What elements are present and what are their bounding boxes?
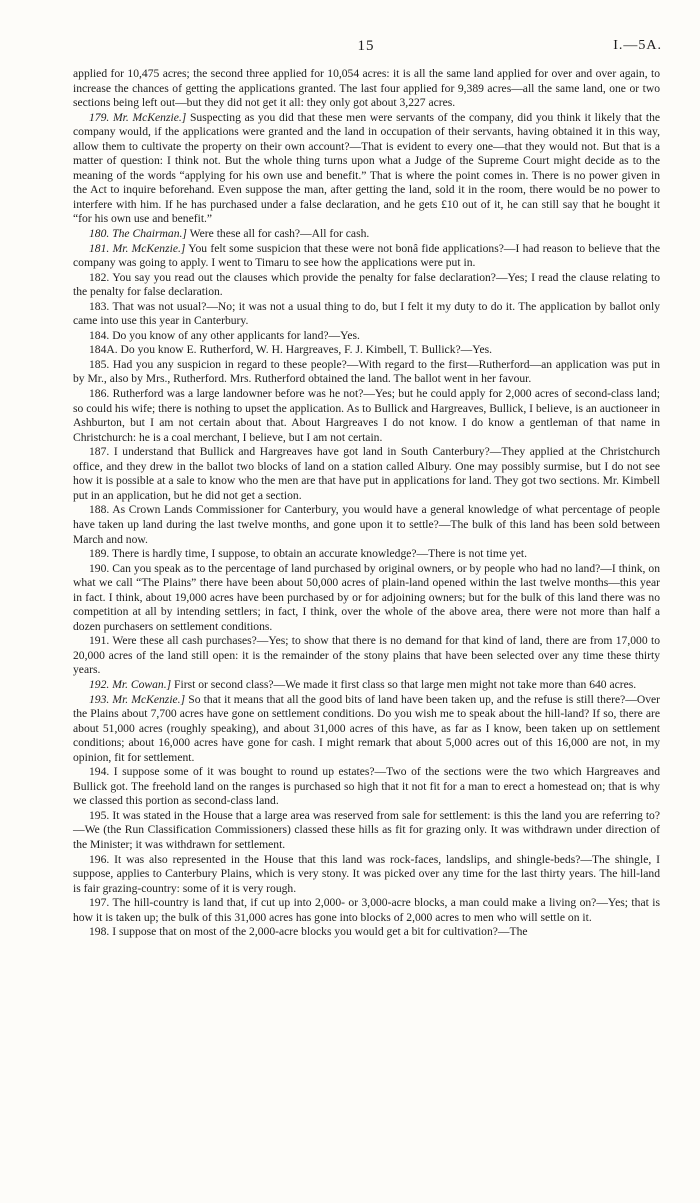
- page-body: [73, 67, 660, 940]
- paragraph: [73, 300, 660, 329]
- paragraph-text: 195. It was stated in the House that a large area was reserved from sale for settlement: is this the land you are referring to?—We (the Run Classification Commissioners) classed these hills as fit for grazing only. It was withdrawn under direction of the Minister; it was withdrawn for settlement.: [73, 808, 660, 851]
- paragraph-text: 187. I understand that Bullick and Hargreaves have got land in South Canterbury?—They applied at the Christchurch office, and they drew in the ballot two blocks of land on a station called Albury. One may possibly surmise, but I do not see how it is possible at a sale to know who the men are that have put in applications for land. They got two sections. Mr. Kimbell put in an application, but he did not get a section.: [73, 445, 660, 502]
- paragraph-text: 185. Had you any suspicion in regard to these people?—With regard to the first—Rutherford—an application was put in by Mr., also by Mrs., Rutherford. Mrs. Rutherford obtained the land. The ballot went in her favour.: [73, 357, 660, 386]
- paragraph: [73, 809, 660, 853]
- document-reference: I.—5A.: [613, 38, 662, 53]
- paragraph-text: Were these all for cash?—All for cash.: [189, 227, 370, 241]
- paragraph: [73, 547, 660, 562]
- paragraph: [73, 358, 660, 387]
- paragraph: [73, 678, 660, 693]
- speaker-lead: 193. Mr. McKenzie.]: [89, 692, 186, 706]
- paragraph-text: 190. Can you speak as to the percentage of land purchased by original owners, or by people who had no land?—I think, on what we call “The Plains” there have been about 50,000 acres of plain-land opened within the last twelve months—this year in fact. I think, about 19,000 acres have been purchased by or for adjoining owners; but for the bulk of this land there was no competition at all by intending settlers; in fact, I think, over the whole of the above area, there were not more than half a dozen purchasers on settlement conditions.: [73, 561, 660, 633]
- page-number: 15: [357, 38, 375, 54]
- paragraph: [73, 242, 660, 271]
- paragraph: [73, 227, 660, 242]
- paragraph: [73, 67, 660, 111]
- speaker-lead: 179. Mr. McKenzie.]: [89, 110, 187, 124]
- paragraph-text: Suspecting as you did that these men were servants of the company, did you think it likely that the company would, if the applications were granted and the land in occupation of their servants, having obtained it in this way, allow them to cultivate the property on their own account?—That is evident to every one—that they would not. But that is a matter of question: I think not. But the whole thing turns upon what a Judge of the Supreme Court might decide as to the meaning of the words “applying for his own use and benefit.” That is where the point comes in. There is no power given in the Act to inquire beforehand. Even suppose the man, after getting the land, sold it in the room, there would be no power to interfere with him. If he has purchased under a false declaration, and he gets £10 out of it, he can still say that he bought it “for his own use and benefit.”: [73, 110, 661, 226]
- paragraph-text: 198. I suppose that on most of the 2,000-acre blocks you would get a bit for cultivation?—The: [89, 925, 528, 939]
- paragraph-text: You felt some suspicion that these were not bonâ fide applications?—I had reason to believe that the company was going to apply. I went to Timaru to see how the applications were put in.: [73, 241, 661, 270]
- paragraph-text: 194. I suppose some of it was bought to round up estates?—Two of the sections were the two which Hargreaves and Bullick got. The freehold land on the ranges is purchased so high that it not fit for a man to erect a homestead on; that is why we classed this portion as second-class land.: [73, 765, 660, 808]
- paragraph: [73, 634, 660, 678]
- paragraph: [73, 925, 660, 940]
- paragraph-text: So that it means that all the good bits of land have been taken up, and the refuse is still there?—Over the Plains about 7,700 acres have gone on settlement conditions. Do you wish me to speak about the hill-land? If so, there are about 51,000 acres (roughly speaking), and about 31,000 acres of this have, as far as I know, been taken up on settlement conditions; about 16,000 acres have gone for cash. I might remark that about 5,000 acres out of this 16,000 are not, in my opinion, fit for settlement.: [73, 692, 661, 764]
- paragraph: [73, 387, 660, 445]
- paragraph-text: 189. There is hardly time, I suppose, to obtain an accurate knowledge?—There is not time yet.: [89, 547, 527, 561]
- paragraph-text: 182. You say you read out the clauses which provide the penalty for false declaration?—Yes; I read the clause relating to the penalty for false declaration.: [73, 270, 660, 299]
- paragraph: [73, 562, 660, 635]
- paragraph: [73, 111, 660, 227]
- paragraph-text: 184A. Do you know E. Rutherford, W. H. Hargreaves, F. J. Kimbell, T. Bullick?—Yes.: [89, 343, 492, 357]
- paragraph: [73, 693, 660, 766]
- paragraph-text: 188. As Crown Lands Commissioner for Canterbury, you would have a general knowledge of what percentage of people have taken up land during the last twelve months, and gone upon it to settle?—The bulk of this land has been sold between March and now.: [73, 503, 660, 546]
- paragraph-text: 184. Do you know of any other applicants for land?—Yes.: [89, 328, 360, 342]
- speaker-lead: 180. The Chairman.]: [89, 227, 187, 241]
- paragraph: [73, 896, 660, 925]
- paragraph-text: First or second class?—We made it first class so that large men might not take more than 640 acres.: [174, 677, 637, 691]
- paragraph: [73, 503, 660, 547]
- paragraph: [73, 329, 660, 344]
- speaker-lead: 192. Mr. Cowan.]: [89, 677, 172, 691]
- paragraph: [73, 271, 660, 300]
- speaker-lead: 181. Mr. McKenzie.]: [89, 241, 186, 255]
- page-header: [70, 38, 662, 58]
- paragraph-text: 186. Rutherford was a large landowner before was he not?—Yes; but he could apply for 2,000 acres of second-class land; so could his wife; there is nothing to upset the application. As to Bullick and Hargreaves, Bullick, I believe, is an auctioneer in Ashburton, but I am not certain about that. About Hargreaves I do not know. I do know a gentleman of that name in Christchurch: he is a coal merchant, I believe, but I am not certain.: [73, 387, 660, 444]
- paragraph-text: 183. That was not usual?—No; it was not a usual thing to do, but I felt it my duty to do it. The application by ballot only came into use this year in Canterbury.: [73, 299, 660, 328]
- paragraph-text: 196. It was also represented in the House that this land was rock-faces, landslips, and shingle-beds?—The shingle, I suppose, applies to Canterbury Plains, which is very stony. It was picked over any time for the last thirty years. The hill-land is fair grazing-country: some of it is very rough.: [73, 852, 660, 895]
- paragraph: [73, 765, 660, 809]
- paragraph-text: applied for 10,475 acres; the second three applied for 10,054 acres: it is all the same land applied for over and over again, to increase the chances of getting the applications granted. The last four applied for 9,389 acres—all the same land, one or two sections being left out—but they did not get it all: they only got about 3,227 acres.: [73, 67, 660, 110]
- paragraph: [73, 445, 660, 503]
- paragraph-text: 197. The hill-country is land that, if cut up into 2,000- or 3,000-acre blocks, a man could make a living on?—Yes; that is how it is taken up; the bulk of this 31,000 acres has gone into blocks of 2,000 acres to men who will settle on it.: [73, 896, 660, 924]
- paragraph: [73, 853, 660, 897]
- paragraph-text: 191. Were these all cash purchases?—Yes; to show that there is no demand for that kind of land, there are from 17,000 to 20,000 acres of the land still open: it is the remainder of the stony plains that have been selected over any time these thirty years.: [73, 634, 660, 677]
- paragraph: [73, 343, 660, 358]
